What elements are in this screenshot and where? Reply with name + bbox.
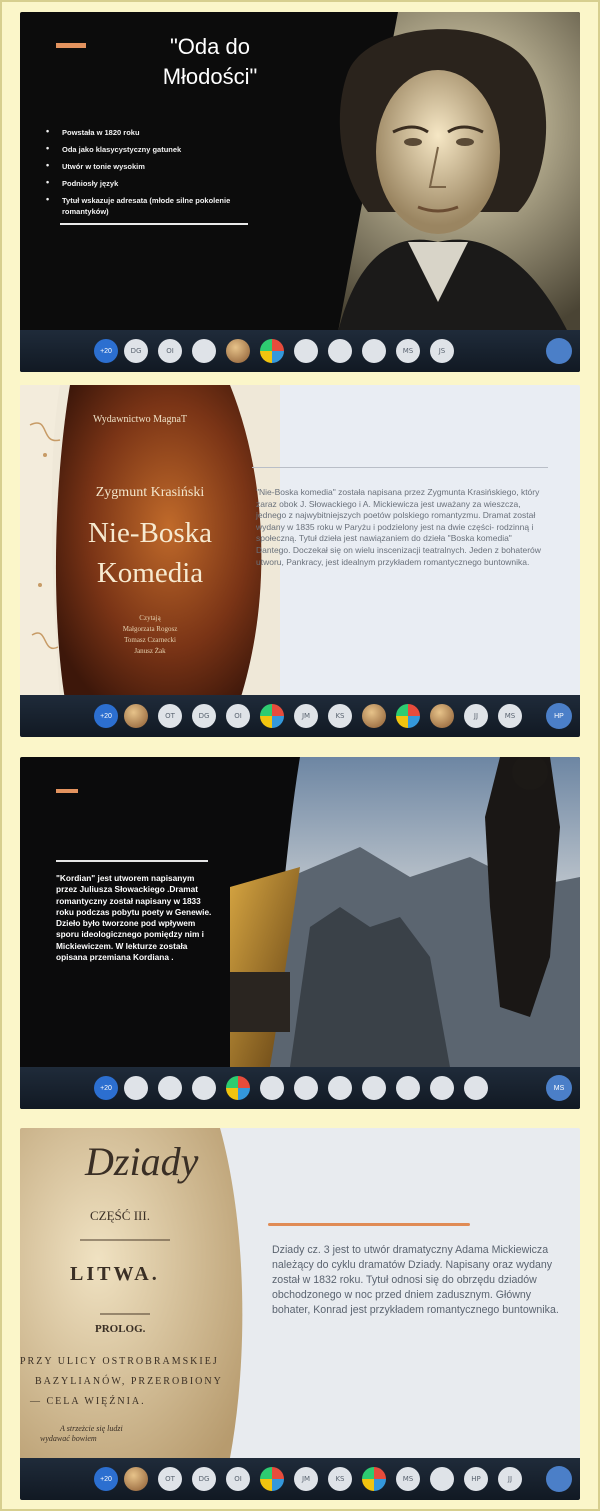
book-title-line: Nie-Boska xyxy=(87,517,213,549)
participants-bar xyxy=(20,330,580,372)
user-avatar[interactable] xyxy=(546,338,572,364)
participant-avatar[interactable] xyxy=(396,704,420,728)
accent-bar xyxy=(56,43,86,48)
participant-avatar[interactable]: JJ xyxy=(498,1467,522,1491)
divider xyxy=(56,860,208,862)
accent-bar xyxy=(56,789,78,793)
reader-name: Tomasz Czarnecki xyxy=(124,636,176,644)
participant-avatar[interactable] xyxy=(260,704,284,728)
participant-avatar[interactable] xyxy=(362,1076,386,1100)
participant-avatar[interactable] xyxy=(396,1076,420,1100)
book-title: Dziady xyxy=(85,1139,199,1184)
book-prolog: PROLOG. xyxy=(95,1323,146,1335)
participant-avatar[interactable]: JJ xyxy=(464,704,488,728)
participant-avatar[interactable]: OI xyxy=(226,1467,250,1491)
participant-avatar[interactable] xyxy=(328,1076,352,1100)
accent-divider xyxy=(268,1223,470,1226)
participant-avatar[interactable]: OI xyxy=(158,339,182,363)
slide-body-text: "Nie-Boska komedia" została napisana przez Zygmunta Krasińskiego, który zaraz obok J. Słowackiego i A. Mickiewicza jest uważany za wieszcza, jednego z najwybitniejszych poetów polskiego romantyzmu. Dramat został wydany w 1835 roku w Paryżu i podzielony jest na dwie części- rodzinną i społeczną. Tytuł dzieła jest nawiązaniem do dzieła "Boska komedia" Dantego. Doczekał się on wielu inscenizacji teatralnych. Jeden z bohaterów utworu, Pankracy, jest idealnym przykładem romantycznego buntownika. xyxy=(256,487,541,567)
mickiewicz-portrait xyxy=(278,12,580,332)
participant-avatar[interactable]: DG xyxy=(192,1467,216,1491)
book-title xyxy=(50,513,250,593)
user-avatar[interactable]: MS xyxy=(546,1075,572,1101)
list-item: • Tytuł wskazuje adresata (młode silne pokolenie romantyków) xyxy=(46,195,266,217)
participant-avatar[interactable] xyxy=(226,1076,250,1100)
user-avatar[interactable] xyxy=(546,1466,572,1492)
book-line: wydawać bowiem xyxy=(40,1434,97,1443)
wanderer-painting xyxy=(230,757,580,1067)
participant-avatar[interactable] xyxy=(362,1467,386,1491)
slide-dziady xyxy=(20,1128,580,1500)
divider xyxy=(60,223,248,225)
book-author: Zygmunt Krasiński xyxy=(95,485,205,500)
participant-avatar[interactable] xyxy=(158,1076,182,1100)
slide-body-text: Dziady cz. 3 jest to utwór dramatyczny Adama Mickiewicza należący do cyklu dramatów Dziady. Napisany oraz wydany został w 1832 roku. Tytuł odnosi się do obrzędu dziadów obchodzonego w noc przed dniem zadusznym. Główny bohater, Konrad jest przykładem romantycznego buntownika. xyxy=(272,1244,559,1316)
participant-avatar[interactable]: DG xyxy=(124,339,148,363)
book-line: A strzeżcie się ludzi xyxy=(60,1424,123,1433)
reader-name: Małgorzata Rogosz xyxy=(122,625,178,633)
participant-avatar[interactable]: DG xyxy=(192,704,216,728)
participant-avatar[interactable]: OT xyxy=(158,1467,182,1491)
participant-avatar[interactable] xyxy=(260,339,284,363)
book-line: PRZY ULICY OSTROBRAMSKIEJ xyxy=(20,1356,219,1367)
participants-bar xyxy=(20,1067,580,1109)
participant-avatar[interactable]: MS xyxy=(396,1467,420,1491)
more-participants-button[interactable]: +20 xyxy=(94,704,118,728)
participant-avatar[interactable] xyxy=(464,1076,488,1100)
reader-name: Janusz Żak xyxy=(134,647,166,655)
more-participants-button[interactable]: +20 xyxy=(94,1076,118,1100)
book-line: — CELA WIĘŹNIA. xyxy=(30,1396,146,1407)
participant-avatar[interactable]: OI xyxy=(226,704,250,728)
participant-avatar[interactable] xyxy=(430,704,454,728)
list-item: • Utwór w tonie wysokim xyxy=(46,161,266,172)
list-item: • Powstała w 1820 roku xyxy=(46,127,266,138)
participant-avatar[interactable] xyxy=(362,339,386,363)
participant-avatar[interactable] xyxy=(294,339,318,363)
participant-avatar[interactable] xyxy=(226,339,250,363)
participant-avatar[interactable]: JM xyxy=(294,704,318,728)
more-participants-button[interactable]: +20 xyxy=(94,1467,118,1491)
participant-avatar[interactable] xyxy=(124,704,148,728)
participant-avatar[interactable]: KS xyxy=(328,1467,352,1491)
more-participants-button[interactable]: +20 xyxy=(94,339,118,363)
participant-avatar[interactable] xyxy=(192,1076,216,1100)
publisher-name: Wydawnictwo MagnaT xyxy=(92,414,188,425)
participant-avatar[interactable]: JS xyxy=(430,339,454,363)
list-item: • Oda jako klasycystyczny gatunek xyxy=(46,144,266,155)
participant-avatar[interactable] xyxy=(124,1076,148,1100)
participant-avatar[interactable] xyxy=(430,1467,454,1491)
readers-label: Czytają xyxy=(139,614,161,622)
book-title-line: Komedia xyxy=(96,557,204,589)
participant-avatar[interactable] xyxy=(124,1467,148,1491)
list-item: • Podniosły język xyxy=(46,178,266,189)
participant-avatar[interactable] xyxy=(260,1467,284,1491)
participant-avatar[interactable] xyxy=(328,339,352,363)
participant-avatar[interactable]: OT xyxy=(158,704,182,728)
book-subtitle: LITWA. xyxy=(70,1263,160,1285)
slide-title: "Oda do Młodości" xyxy=(162,34,258,89)
participant-avatar[interactable]: HP xyxy=(464,1467,488,1491)
slide-body-text: "Kordian" jest utworem napisanym przez Juliusza Słowackiego .Dramat romantyczny został napisany w 1833 roku podczas pobytu poety w Genewie. Dzieło było tworzone pod wpływem sporu ideologicznego pomiędzy nim i Mickiewiczem. W lekturze została opisana przemiana Kordiana . xyxy=(56,873,212,963)
bullet-list xyxy=(46,127,266,223)
divider xyxy=(252,467,548,468)
book-part: CZĘŚĆ III. xyxy=(90,1208,150,1223)
participant-avatar[interactable]: MS xyxy=(498,704,522,728)
slide-oda-do-mlodosci xyxy=(20,12,580,372)
slide-kordian xyxy=(20,757,580,1109)
participant-avatar[interactable] xyxy=(294,1076,318,1100)
participant-avatar[interactable] xyxy=(260,1076,284,1100)
participant-avatar[interactable]: JM xyxy=(294,1467,318,1491)
user-avatar[interactable]: HP xyxy=(546,703,572,729)
slide-nie-boska-komedia xyxy=(20,385,580,737)
participants-bar xyxy=(20,1458,580,1500)
participant-avatar[interactable]: KS xyxy=(328,704,352,728)
participant-avatar[interactable]: MS xyxy=(396,339,420,363)
participant-avatar[interactable] xyxy=(362,704,386,728)
participant-avatar[interactable] xyxy=(192,339,216,363)
participants-bar xyxy=(20,695,580,737)
participant-avatar[interactable] xyxy=(430,1076,454,1100)
book-line: BAZYLIANÓW, PRZEROBIONY xyxy=(35,1376,223,1387)
